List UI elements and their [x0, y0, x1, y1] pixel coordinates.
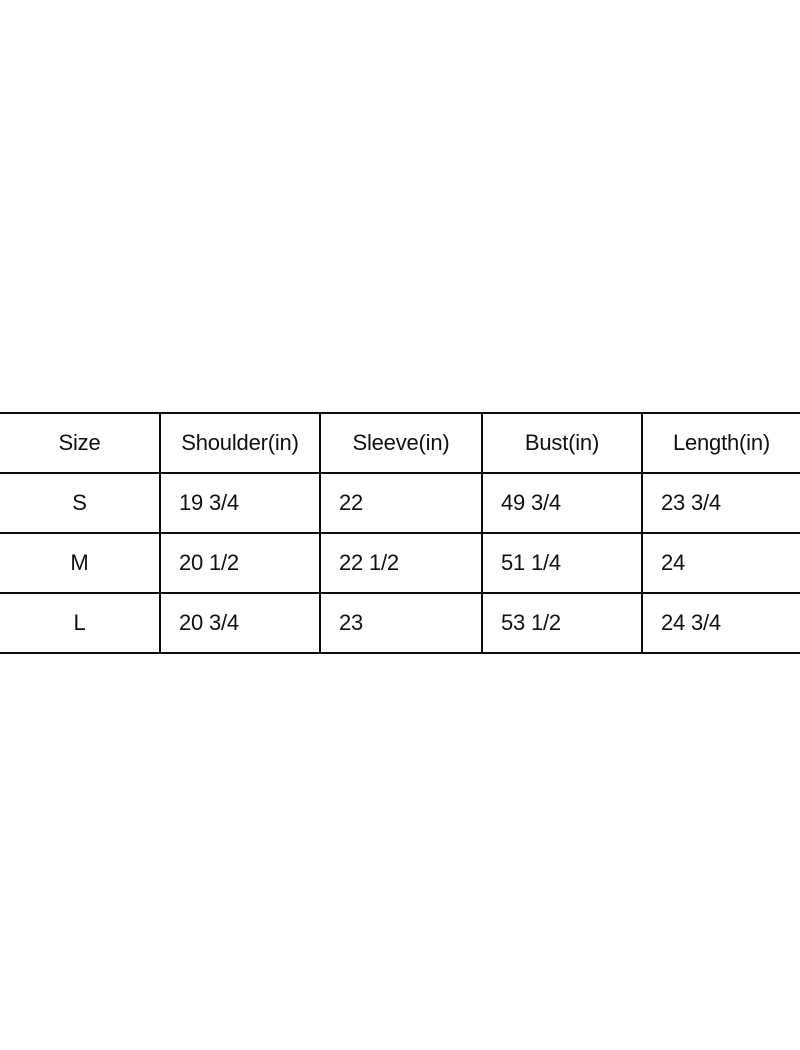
size-chart-container	[0, 412, 800, 654]
cell-bust: 53 1/2	[482, 593, 642, 653]
size-chart-table	[0, 412, 800, 654]
column-header-length: Length(in)	[642, 413, 800, 473]
cell-shoulder: 20 1/2	[160, 533, 320, 593]
table-body	[0, 473, 800, 653]
cell-sleeve: 23	[320, 593, 482, 653]
cell-shoulder: 20 3/4	[160, 593, 320, 653]
column-header-size: Size	[0, 413, 160, 473]
cell-length: 24 3/4	[642, 593, 800, 653]
cell-shoulder: 19 3/4	[160, 473, 320, 533]
column-header-sleeve: Sleeve(in)	[320, 413, 482, 473]
table-row	[0, 473, 800, 533]
cell-sleeve: 22 1/2	[320, 533, 482, 593]
cell-length: 23 3/4	[642, 473, 800, 533]
cell-sleeve: 22	[320, 473, 482, 533]
cell-bust: 49 3/4	[482, 473, 642, 533]
cell-size: M	[0, 533, 160, 593]
cell-bust: 51 1/4	[482, 533, 642, 593]
table-row	[0, 593, 800, 653]
cell-length: 24	[642, 533, 800, 593]
cell-size: L	[0, 593, 160, 653]
table-header-row	[0, 413, 800, 473]
column-header-bust: Bust(in)	[482, 413, 642, 473]
table-row	[0, 533, 800, 593]
table-header	[0, 413, 800, 473]
cell-size: S	[0, 473, 160, 533]
column-header-shoulder: Shoulder(in)	[160, 413, 320, 473]
